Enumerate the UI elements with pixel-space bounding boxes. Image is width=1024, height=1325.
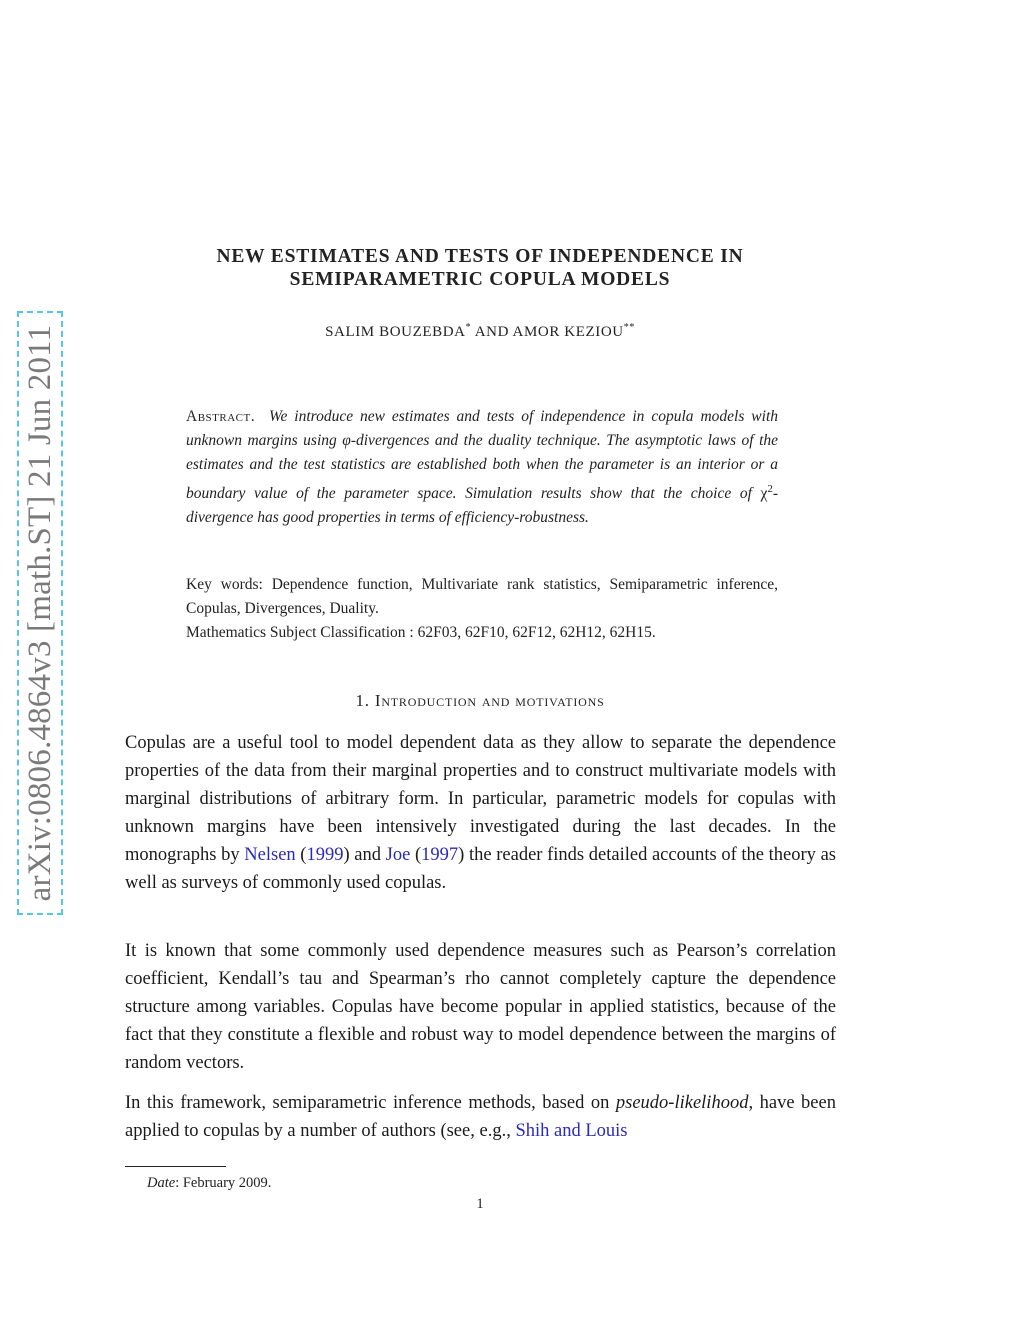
footnote-label: Date (147, 1175, 176, 1191)
paragraph-3 (125, 1089, 836, 1145)
citation-joe-year-link[interactable]: 1997 (421, 845, 459, 865)
paragraph-1-text-b: the reader finds detailed accounts of the theory as well as surveys of commonly used copulas. (125, 845, 836, 893)
section-heading (140, 691, 820, 711)
citation-nelsen-year-link[interactable]: 1999 (306, 845, 344, 865)
footnote-rule (125, 1166, 226, 1167)
section-number: 1. (355, 691, 370, 710)
authors-and: AND (471, 324, 513, 340)
citation-nelsen-link[interactable]: Nelsen (244, 845, 296, 865)
paragraph-2-text: It is known that some commonly used dependence measures such as Pearson’s correlation coefficient, Kendall’s tau and Spearman’s rho cannot completely capture the dependence structure among variables. Copulas have become popular in applied statistics, because of the fact that they constitute a flexible and robust way to model dependence between the margins of random vectors. (125, 941, 836, 1073)
abstract-chi-sup: 2 (767, 483, 773, 495)
page-number: 1 (476, 1196, 484, 1212)
paren-open-2: ( (410, 845, 422, 865)
citation-joe-link[interactable]: Joe (385, 845, 411, 865)
paragraph-3-text-b: , have been applied to copulas by a number of authors (see, e.g., (125, 1093, 836, 1141)
footnote-text: : February 2009. (175, 1175, 272, 1191)
abstract-label: Abstract. (186, 408, 256, 425)
abstract-text-a: We introduce new estimates and tests of independence in copula models with unknown margins using (186, 408, 779, 449)
keywords: Key words: Dependence function, Multivariate rank statistics, Semiparametric inference, Copulas, Divergences, Duality. (186, 576, 778, 617)
citation-shih-louis-link[interactable]: Shih and Louis (515, 1121, 628, 1141)
abstract (186, 405, 778, 530)
paragraph-1 (125, 729, 836, 897)
abstract-text-b: -divergences and the duality technique. The asymptotic laws of the estimates and the test statistics are established both when the parameter is an interior or a boundary value of the parameter space. Simulation results show that the choice of (186, 432, 779, 503)
section-title: Introduction and motivations (374, 691, 605, 710)
paren-close-1: ) and (343, 845, 386, 865)
paragraph-1-text-a: Copulas are a useful tool to model dependent data as they allow to separate the dependence properties of the data from their marginal properties and to construct multivariate models with marginal distributions of arbitrary form. In particular, parametric models for copulas with unknown margins have been intensively investigated during the last decades. In the monographs by (125, 733, 836, 865)
author-1: SALIM BOUZEBDA (325, 324, 466, 340)
paren-close-2: ) (458, 845, 465, 865)
abstract-text-c: -divergence has good properties in terms of efficiency-robustness. (186, 485, 778, 527)
paragraph-3-text-a: In this framework, semiparametric inference methods, based on (125, 1093, 616, 1113)
author-2-mark: ** (623, 322, 635, 333)
abstract-chi: χ (760, 485, 768, 503)
paragraph-2 (125, 937, 836, 1077)
subject-classification: Mathematics Subject Classification : 62F03, 62F10, 62F12, 62H12, 62H15. (186, 624, 656, 641)
paren-open-1: ( (295, 845, 307, 865)
author-2: AMOR KEZIOU (512, 324, 624, 340)
paragraph-3-emphasis: pseudo-likelihood (615, 1093, 749, 1113)
authors (140, 322, 820, 341)
paper-title-line-1: NEW ESTIMATES AND TESTS OF INDEPENDENCE IN (216, 246, 744, 267)
footnote (147, 1175, 271, 1192)
author-1-mark: * (465, 322, 472, 333)
abstract-phi: φ (342, 432, 351, 449)
arxiv-stamp: arXiv:0806.4864v3 [math.ST] 21 Jun 2011 (22, 324, 58, 902)
paper-title-line-2: SEMIPARAMETRIC COPULA MODELS (289, 269, 671, 290)
